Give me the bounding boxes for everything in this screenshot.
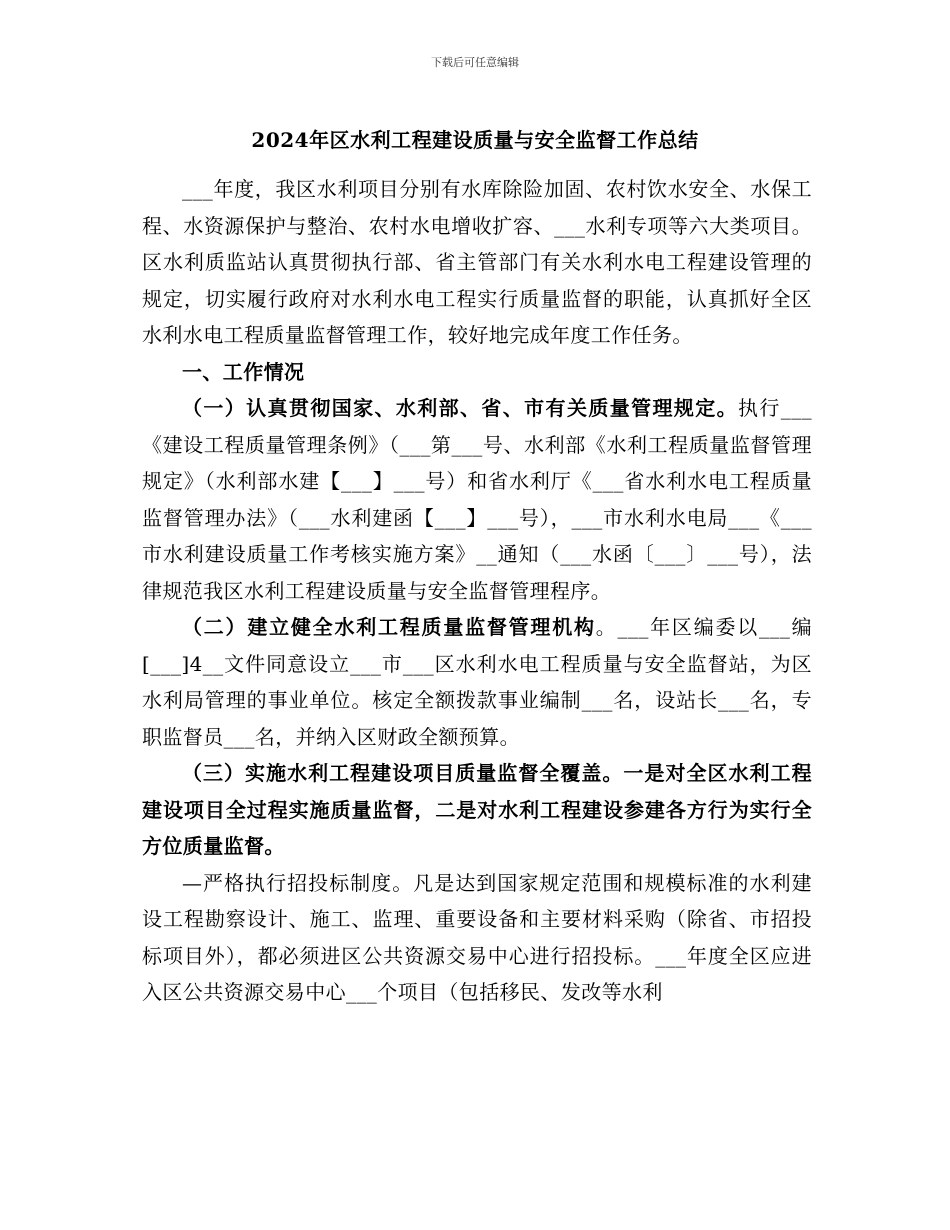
paragraph-regulations [142,390,812,609]
paragraph-organization [142,609,812,755]
intro-paragraph [142,171,812,354]
paragraph-text: ___年度，我区水利项目分别有水库除险加固、农村饮水安全、水保工程、水资源保护与整治、农村水电增收扩容、___水利专项等六大类项目。区水利质监站认真贯彻执行部、省主管部门有关水利水电工程建设管理的规定，切实履行政府对水利水电工程实行质量监督的职能，认真抓好全区水利水电工程质量监督管理工作，较好地完成年度工作任务。 [142,177,812,347]
document-title: 2024年区水利工程建设质量与安全监督工作总结 [251,128,699,152]
heading-text: 一、工作情况 [182,359,305,384]
paragraph-lead-bold: （二）建立健全水利工程质量监督管理机构 [182,615,596,639]
paragraph-lead-bold: （三）实施水利工程建设项目质量监督全覆盖。一是对全区水利工程建设项目全过程实施质量监督，二是对水利工程建设参建各方行为实行全方位质量监督。 [142,761,812,858]
paragraph-text: 。___年区编委以___编[___]4__文件同意设立___市___区水利水电工程质量与安全监督站，为区水利局管理的事业单位。核定全额拨款事业编制___名，设站长___名，专职监督员___名，并纳入区财政全额预算。 [142,615,812,749]
page-header-note: 下载后可任意编辑 [431,56,519,69]
section-heading-work-status [142,354,812,391]
paragraph-full-coverage [142,755,812,865]
document-body [142,171,812,1011]
paragraph-text: —严格执行招投标制度。凡是达到国家规定范围和规模标准的水利建设工程勘察设计、施工、监理、重要设备和主要材料采购（除省、市招投标项目外），都必须进区公共资源交易中心进行招投标。___年度全区应进入区公共资源交易中心___个项目（包括移民、发改等水利 [142,870,812,1004]
paragraph-bidding [142,865,812,1011]
paragraph-text: 执行___《建设工程质量管理条例》（___第___号、水利部《水利工程质量监督管理规定》（水利部水建【___】___号）和省水利厅《___省水利水电工程质量监督管理办法》（___水利建函【___】___号），___市水利水电局___《___市水利建设质量工作考核实施方案》__通知（___水函〔___〕___号），法律规范我区水利工程建设质量与安全监督管理程序。 [142,396,813,603]
paragraph-lead-bold: （一）认真贯彻国家、水利部、省、市有关质量管理规定。 [182,396,739,420]
